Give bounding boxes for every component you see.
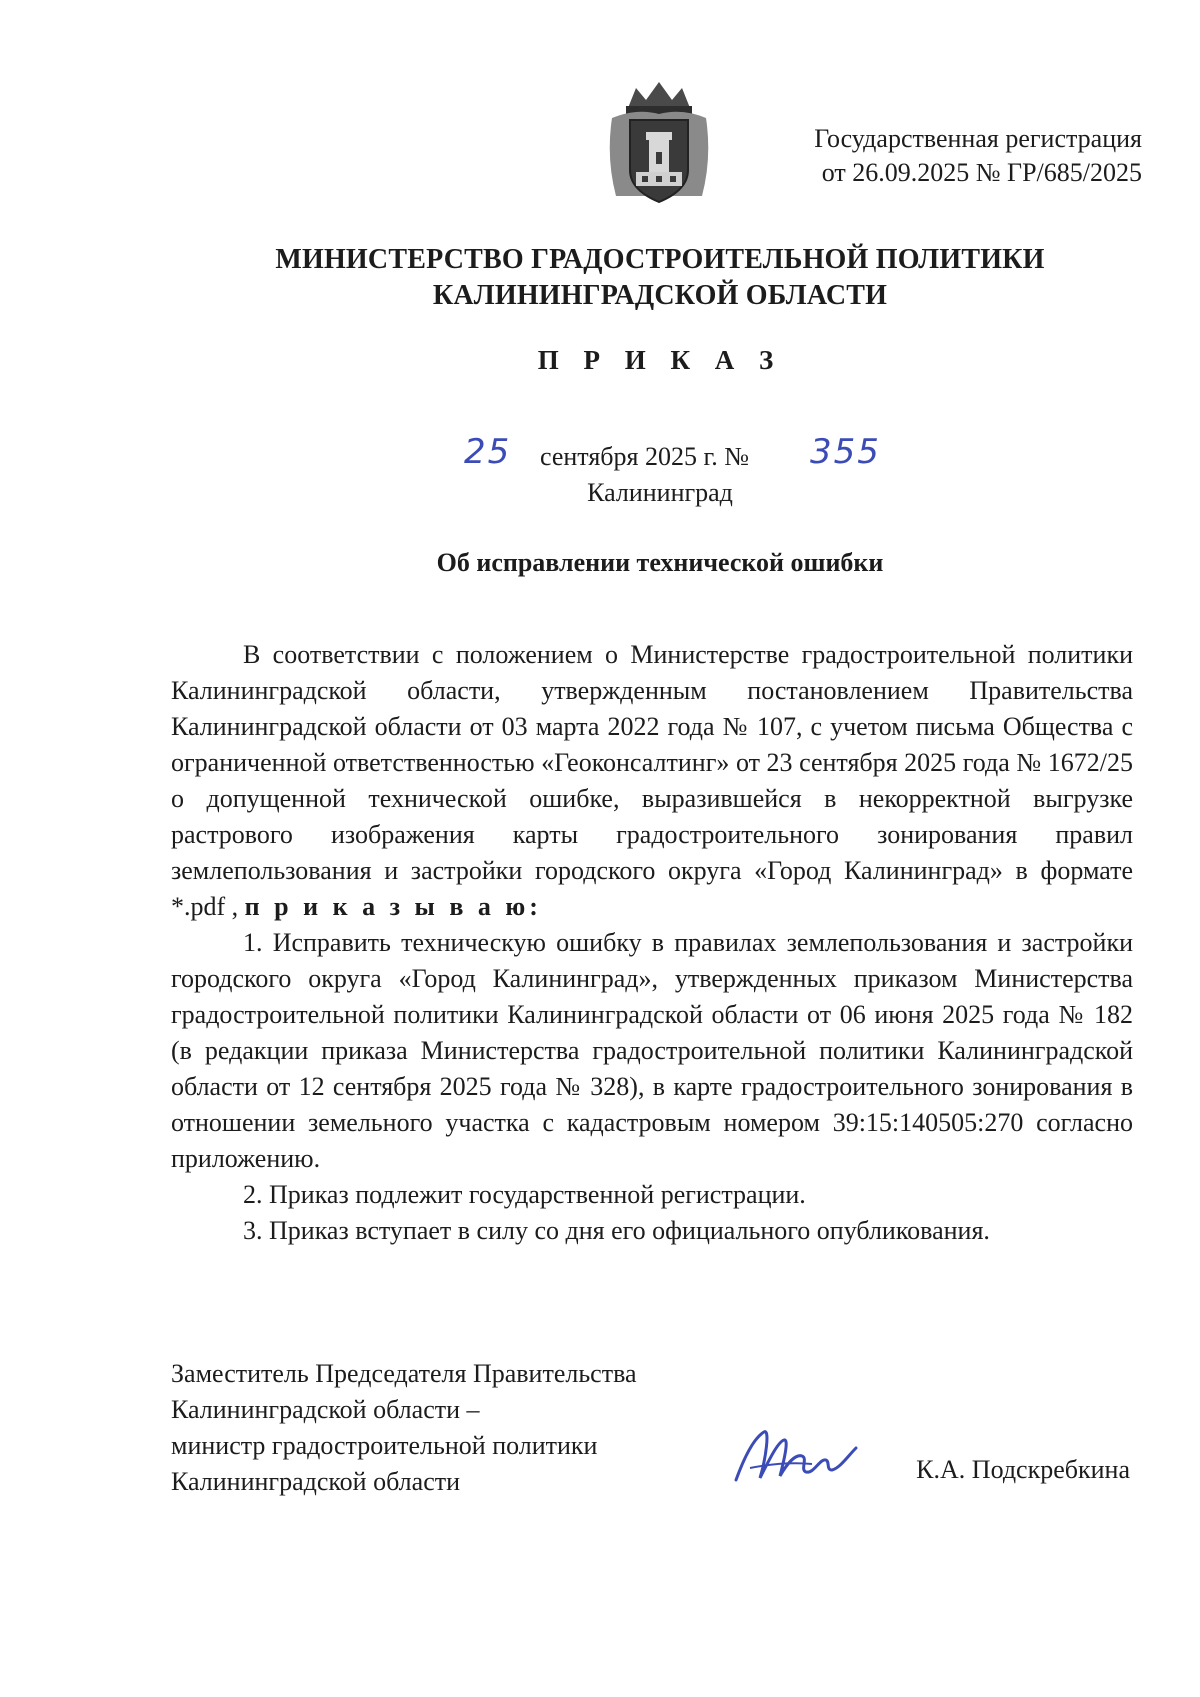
preamble-text: В соответствии с положением о Министерстве градостроительной политики Калининградской области, утвержденным постановлением Правительства Калининградской области от 03 марта 2022 года № 107, с учетом письма Общества с ограниченной ответственностью «Геоконсалтинг» от 23 сентября 2025 года № 1672/25 о допущенной технической ошибке, выразившейся в некорректной выгрузке растрового изображения карты градостроительного зонирования правил землепользования и застройки городского округа «Город Калининград» в формате *.pdf ,: [171, 640, 1133, 921]
handwritten-order-number: 355: [810, 432, 881, 472]
coat-of-arms-icon: [606, 78, 712, 208]
order-item-1: 1. Исправить техническую ошибку в правилах землепользования и застройки городского округа «Город Калининград», утвержденных приказом Министерства градостроительной политики Калининградской области от 06 июня 2025 года № 182 (в редакции приказа Министерства градостроительной политики Калининградской области от 12 сентября 2025 года № 328), в карте градостроительного зонирования в отношении земельного участка с кадастровым номером 39:15:140505:270 согласно приложению.: [171, 928, 1133, 1173]
command-word: п р и к а з ы в а ю:: [244, 892, 542, 921]
signer-title-line-4: Калининградской области: [171, 1467, 461, 1496]
order-city: Калининград: [587, 478, 733, 507]
state-registration-stamp: [814, 122, 1142, 190]
signer-title-line-3: министр градостроительной политики: [171, 1431, 598, 1460]
ministry-heading: [0, 242, 1200, 314]
signer-title-line-2: Калининградской области –: [171, 1395, 480, 1424]
order-date-text: сентября 2025 г. №: [540, 442, 750, 471]
signer-title-line-1: Заместитель Председателя Правительства: [171, 1359, 637, 1388]
order-item-2: 2. Приказ подлежит государственной регистрации.: [243, 1180, 806, 1209]
order-item-3: 3. Приказ вступает в силу со дня его официального опубликования.: [243, 1216, 990, 1245]
order-body: [171, 637, 1133, 1249]
order-subject: Об исправлении технической ошибки: [436, 548, 884, 577]
handwritten-day: 25: [464, 432, 512, 472]
ministry-line-2: КАЛИНИНГРАДСКОЙ ОБЛАСТИ: [432, 280, 888, 311]
document-type: П Р И К А З: [537, 345, 783, 375]
signer-name: К.А. Подскребкина: [916, 1455, 1130, 1484]
ministry-line-1: МИНИСТЕРСТВО ГРАДОСТРОИТЕЛЬНОЙ ПОЛИТИКИ: [275, 244, 1045, 275]
registration-line-1: Государственная регистрация: [814, 124, 1142, 153]
preamble-paragraph: [171, 637, 1133, 925]
registration-line-2: от 26.09.2025 № ГР/685/2025: [821, 158, 1142, 187]
handwritten-signature-icon: [730, 1418, 860, 1498]
signer-position: [171, 1356, 637, 1500]
